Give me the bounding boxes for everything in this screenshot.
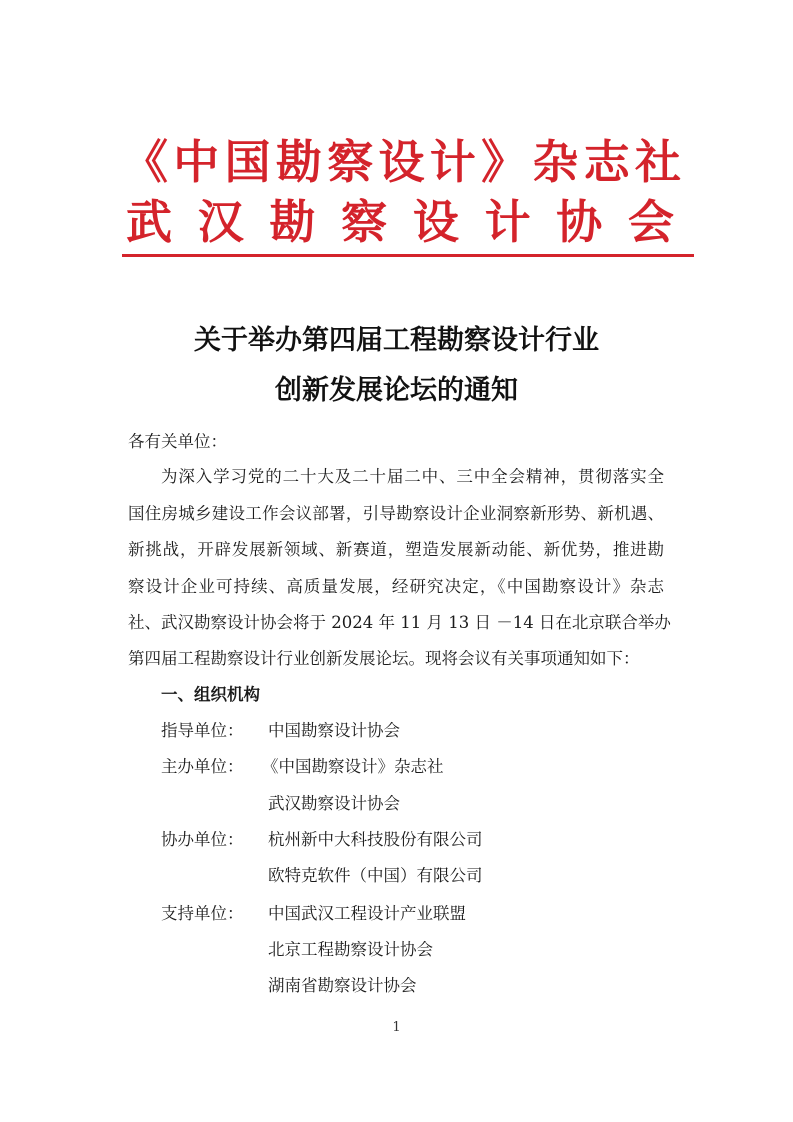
document-title-line-1: 关于举办第四届工程勘察设计行业: [194, 325, 599, 356]
co-organizer-value: 欧特克软件（中国）有限公司: [268, 866, 483, 885]
body-line: 国住房城乡建设工作会议部署，引导勘察设计企业洞察新形势、新机遇、: [128, 504, 664, 523]
page-number: 1: [392, 1020, 401, 1035]
body-line: 察设计企业可持续、高质量发展，经研究决定，《中国勘察设计》杂志: [128, 577, 664, 596]
body-line: 社、武汉勘察设计协会将于 2024 年 11 月 13 日 －14 日在北京联合举办: [128, 613, 671, 632]
salutation: 各有关单位：: [128, 432, 227, 451]
body-line: 为深入学习党的二十大及二十届二中、三中全会精神，贯彻落实全: [161, 467, 664, 486]
body-line: 第四届工程勘察设计行业创新发展论坛。现将会议有关事项通知如下：: [128, 649, 640, 668]
header-divider: [122, 254, 694, 257]
host-value: 《中国勘察设计》杂志社: [262, 757, 444, 776]
guidance-label: 指导单位：: [161, 721, 244, 740]
supporter-value: 北京工程勘察设计协会: [268, 940, 433, 959]
supporter-value: 湖南省勘察设计协会: [268, 976, 417, 995]
supporter-label: 支持单位：: [161, 904, 244, 923]
header-org-line-2: 武汉勘察设计协会: [126, 195, 674, 249]
supporter-value: 中国武汉工程设计产业联盟: [268, 904, 466, 923]
guidance-value: 中国勘察设计协会: [268, 721, 400, 740]
co-organizer-value: 杭州新中大科技股份有限公司: [268, 830, 483, 849]
document-title-line-2: 创新发展论坛的通知: [275, 375, 518, 406]
body-line: 新挑战，开辟发展新领域、新赛道，塑造发展新动能、新优势，推进勘: [128, 540, 664, 559]
header-org-line-1: 《中国勘察设计》杂志社: [122, 135, 682, 189]
host-label: 主办单位：: [161, 757, 244, 776]
section-heading: 一、组织机构: [161, 685, 260, 704]
host-value: 武汉勘察设计协会: [268, 794, 400, 813]
co-organizer-label: 协办单位：: [161, 830, 244, 849]
